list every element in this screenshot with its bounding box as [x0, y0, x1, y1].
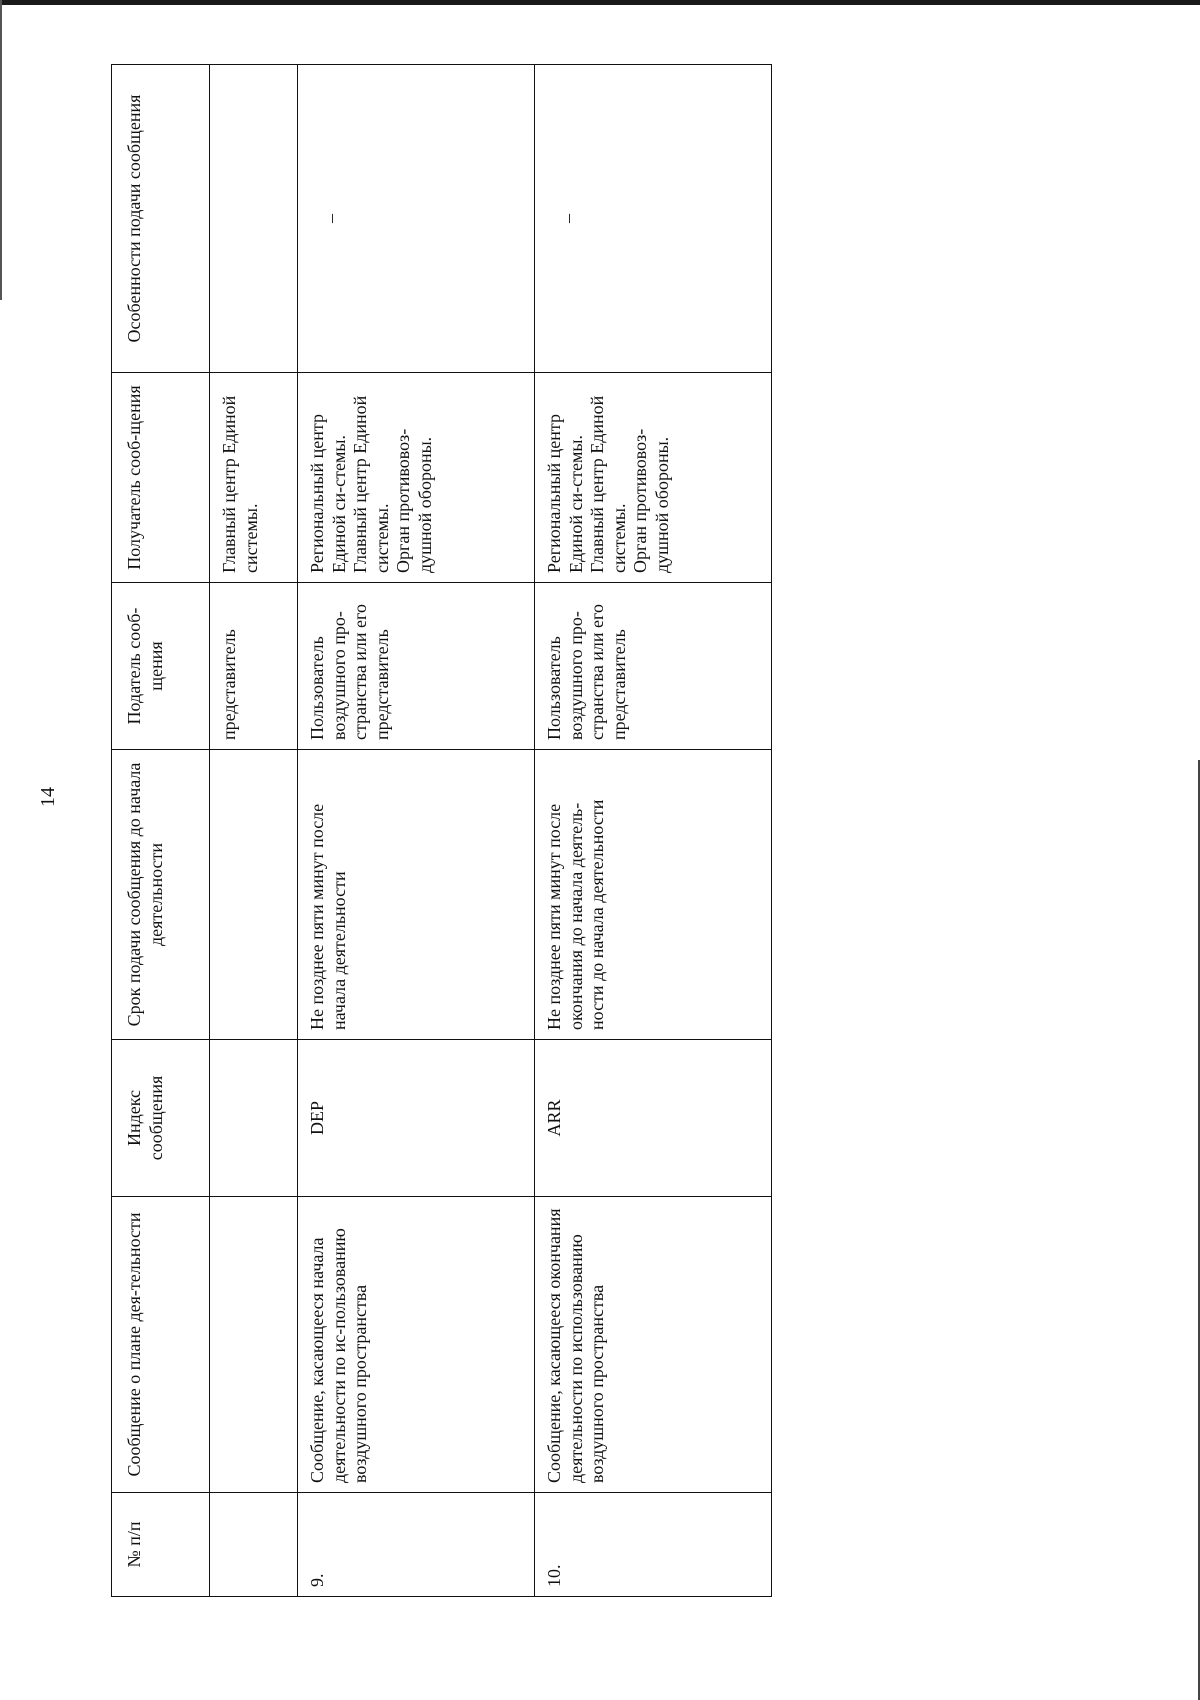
page-number: 14: [37, 787, 59, 807]
cell-sender: Пользователь воздушного про-странства или его представитель: [535, 583, 772, 750]
cell-message: Сообщение, касающееся начала деятельности по ис-пользованию воздушного пространства: [298, 1197, 535, 1493]
cell-message: Сообщение, касающееся окончания деятельности по использованию воздушного пространства: [535, 1197, 772, 1493]
cell-recipient: [298, 373, 535, 583]
table-header-row: [112, 65, 210, 1597]
header-sender: Податель сооб-щения: [112, 583, 210, 750]
header-index: Индекс сообщения: [112, 1040, 210, 1197]
rotated-table-frame: [111, 65, 771, 1597]
cell-deadline: [210, 750, 298, 1040]
recipient-line: Региональный центр Единой си-стемы.: [544, 414, 586, 573]
recipient-line: Главный центр Единой системы.: [587, 395, 629, 573]
cell-index: ARR: [535, 1040, 772, 1197]
recipient-line: Орган противовоз-душной обороны.: [393, 428, 435, 573]
recipient-line: Региональный центр Единой си-стемы.: [307, 414, 349, 573]
cell-sender: Пользователь воздушного про-странства или его представитель: [298, 583, 535, 750]
cell-recipient: [535, 373, 772, 583]
scan-border-top: [0, 0, 1200, 5]
cell-index: [210, 1040, 298, 1197]
cell-deadline: Не позднее пяти минут после начала деятельности: [298, 750, 535, 1040]
features-dash: –: [321, 214, 341, 223]
header-recipient: Получатель сооб-щения: [112, 373, 210, 583]
header-deadline: Срок подачи сообщения до начала деятельности: [112, 750, 210, 1040]
cell-features: [535, 65, 772, 373]
cell-message: [210, 1197, 298, 1493]
header-message: Сообщение о плане дея-тельности: [112, 1197, 210, 1493]
document-table-container: [111, 65, 771, 1597]
scan-border-left: [0, 0, 2, 300]
cell-index: DEP: [298, 1040, 535, 1197]
header-features: Особенности подачи сообщения: [112, 65, 210, 373]
header-num: № п/п: [112, 1493, 210, 1597]
cell-recipient: Главный центр Единой системы.: [210, 373, 298, 583]
cell-num: [210, 1493, 298, 1597]
cell-features: [210, 65, 298, 373]
table-row-10: [535, 65, 772, 1597]
activity-plan-messages-table: [111, 64, 772, 1597]
cell-num: 10.: [535, 1493, 772, 1597]
cell-num: 9.: [298, 1493, 535, 1597]
cell-deadline: Не позднее пяти минут после окончания до начала деятель-ности до начала деятельности: [535, 750, 772, 1040]
recipient-line: Орган противовоз-душной обороны.: [630, 428, 672, 573]
cell-sender: представитель: [210, 583, 298, 750]
table-row-continuation: [210, 65, 298, 1597]
recipient-line: Главный центр Единой системы.: [350, 395, 392, 573]
cell-features: [298, 65, 535, 373]
table-row-9: [298, 65, 535, 1597]
features-dash: –: [558, 214, 578, 223]
